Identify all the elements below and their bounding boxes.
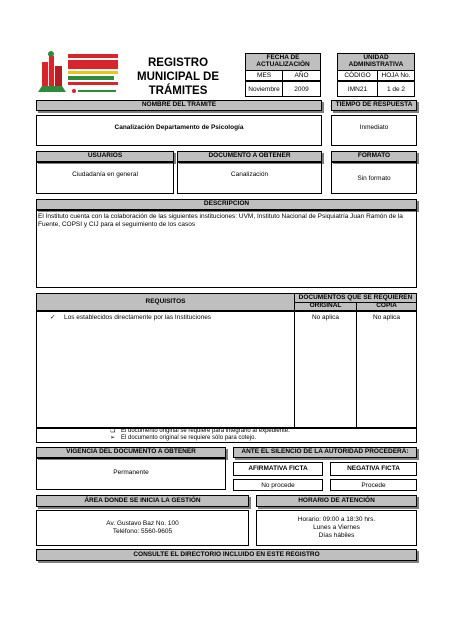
usuarios-header: USUARIOS — [36, 151, 174, 162]
requisito-item: Los establecidos directamente por las Instituciones — [64, 314, 212, 321]
vigencia-value: Permanente — [113, 469, 149, 476]
formato-value: Sin formato — [357, 175, 391, 182]
documento-header: DOCUMENTO A OBTENER — [177, 151, 322, 162]
documento-value: Canalización — [230, 171, 269, 178]
usuarios-value: Ciudadanía en general — [72, 171, 138, 178]
horario-text — [256, 516, 417, 540]
area-gestion-header: ÁREA DONDE SE INICIA LA GESTIÓN — [36, 495, 249, 507]
title-line-1: REGISTRO — [147, 57, 209, 69]
hoja-label: HOJA No. — [377, 70, 415, 81]
original-column — [294, 311, 357, 428]
descripcion-text: El Instituto cuenta con la colaboración de las siguientes instituciones: UVM, Instituto Nacional de Psiquiatría Juan Ramón de la Fuente, COPSI y CIJ para el seguimiento de los casos — [38, 213, 403, 229]
codigo-label: CÓDIGO — [337, 70, 378, 81]
afirmativa-ficta-value: No procede — [233, 479, 323, 491]
codigo-value: IMN21 — [337, 81, 378, 97]
mes-value: Noviembre — [245, 81, 283, 97]
requisito-original-value: No aplica — [311, 314, 340, 321]
page-title — [128, 56, 228, 98]
copia-label: COPIA — [356, 302, 417, 311]
documentos-requeridos-header: DOCUMENTOS QUE SE REQUIEREN — [294, 293, 417, 303]
area-address — [36, 520, 249, 536]
tiempo-respuesta-header: TIEMPO DE RESPUESTA — [331, 100, 417, 111]
original-label: ORIGINAL — [294, 302, 357, 311]
consulte-directorio-banner: CONSULTE EL DIRECTORIO INCLUIDO EN ESTE REGISTRO — [36, 549, 417, 561]
title-line-3: TRÁMITES — [148, 85, 208, 98]
requisitos-header: REQUISITOS — [36, 293, 295, 311]
horario-note: Días hábiles — [318, 532, 355, 540]
horario-days: Lunes a Viernes — [313, 524, 360, 532]
note-checkbox-icon: ❑ — [110, 428, 116, 434]
mes-label: MES — [245, 70, 283, 81]
silencio-autoridad-header: ANTE EL SILENCIO DE LA AUTORIDAD PROCEDERÁ: — [233, 447, 417, 458]
requisitos-body — [36, 311, 295, 428]
logo-graphic — [36, 48, 122, 100]
phone-line: Teléfono: 5560-9605 — [112, 528, 173, 536]
nombre-tramite-value: Canalización Departamento de Psicología — [114, 124, 244, 131]
fecha-header: FECHA DE ACTUALIZACIÓN — [245, 53, 321, 71]
requisito-check-icon: ✓ — [50, 314, 56, 321]
copia-column — [356, 311, 417, 428]
note-original-cotejo: El documento original se requiere sólo para cotejo. — [121, 435, 257, 441]
address-line-1: Av. Gustavo Baz No. 100 — [106, 520, 179, 527]
horario-hours: Horario: 09:00 a 18:30 hrs. — [297, 516, 376, 523]
horario-atencion-header: HORARIO DE ATENCIÓN — [256, 495, 417, 507]
anio-value: 2009 — [282, 81, 321, 97]
hoja-value: 1 de 2 — [377, 81, 415, 97]
vigencia-header: VIGENCIA DEL DOCUMENTO A OBTENER — [36, 447, 226, 458]
requisito-copia-value: No aplica — [372, 314, 401, 321]
anio-label: AÑO — [282, 70, 321, 81]
note-original-expediente: El documento original se requiere para integrarlo al expediente. — [121, 428, 290, 434]
descripcion-header: DESCRIPCIÓN — [36, 199, 417, 210]
title-line-2: MUNICIPAL DE — [137, 71, 219, 84]
formato-header: FORMATO — [331, 151, 417, 162]
nombre-tramite-header: NOMBRE DEL TRÁMITE — [36, 100, 322, 111]
note-arrow-icon: ➢ — [110, 435, 116, 441]
unidad-header: UNIDAD ADMINISTRATIVA — [337, 53, 415, 71]
negativa-ficta-value: Procede — [330, 479, 417, 491]
afirmativa-ficta-label: AFIRMATIVA FICTA — [233, 462, 323, 476]
tiempo-respuesta-value: Inmediato — [359, 124, 389, 131]
municipal-logo — [36, 48, 122, 100]
negativa-ficta-label: NEGATIVA FICTA — [330, 462, 417, 476]
